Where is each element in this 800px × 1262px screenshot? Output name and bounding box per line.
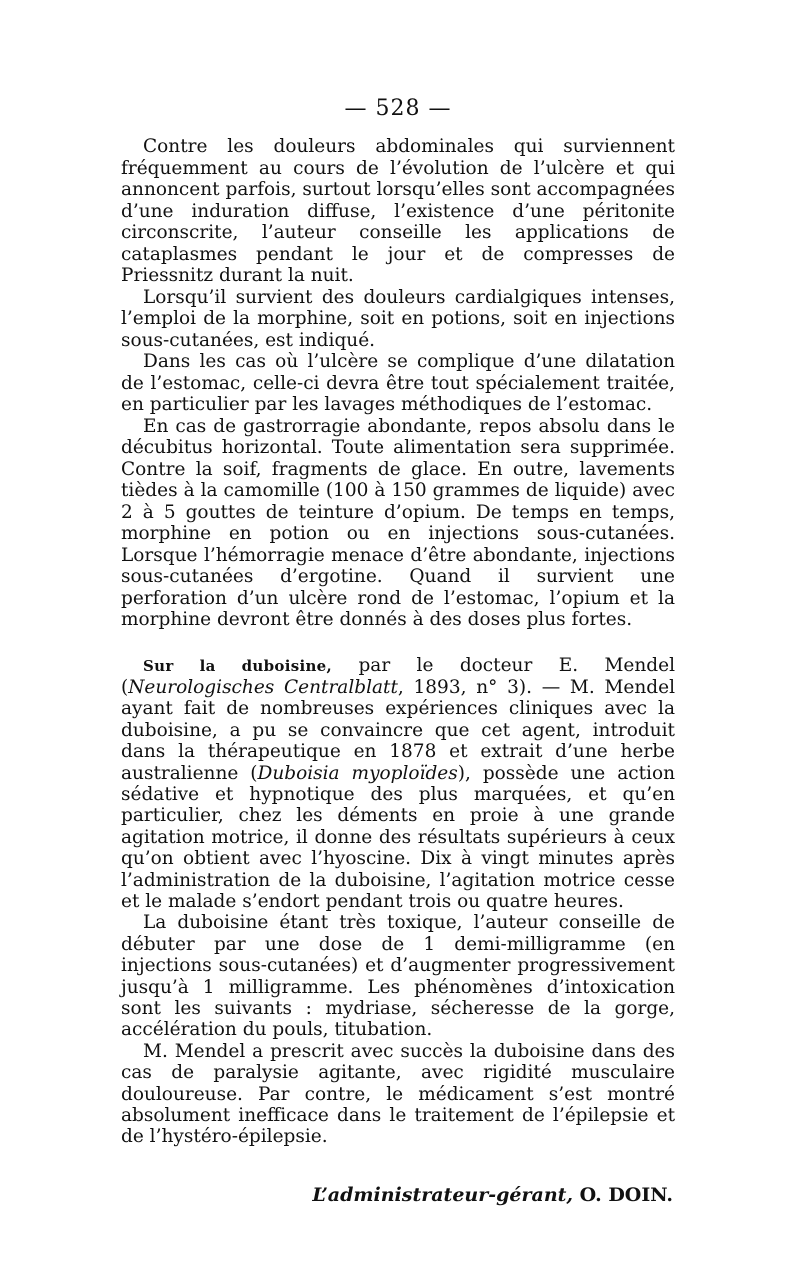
paragraph: En cas de gastrorragie abondante, repos absolu dans le décubitus horizontal. Toute alimentation sera supprimée. Contre la soif, fragments de glace. En outre, lavements tièdes à la camomille (100 à 150 grammes de liquide) avec 2 à 5 gouttes de teinture d’opium. De temps en temps, morphine en potion ou en injections sous-cutanées. Lorsque l’hémorragie menace d’être abondante, injections sous-cutanées d’ergotine. Quand il survient une perforation d’un ulcère rond de l’estomac, l’opium et la morphine devront être donnés à des doses plus fortes. — [121, 415, 675, 630]
article-reference: , 1893, n° 3). — M. Mendel ayant fait de nombreuses expériences cliniques avec la duboisine, a pu se convaincre que cet agent, introduit dans la thérapeutique en 1878 et extrait d’une herbe australienne ( — [121, 676, 675, 784]
species-name: Duboisia myoploïdes — [257, 762, 458, 784]
article-body: ), possède une action sédative et hypnotique des plus marquées, et qu’en particulier, chez les déments en proie à une grande agitation motrice, il donne des résultats supérieurs à ceux qu’on obtient avec l’hyoscine. Dix à vingt minutes après l’administration de la duboisine, l’agitation motrice cesse et le malade s’endort pendant trois ou quatre heures. — [121, 762, 676, 912]
section-gap — [121, 631, 675, 655]
article-byline: par le docteur E. Mendel ( — [121, 654, 675, 698]
paragraph: Contre les douleurs abdominales qui surviennent fréquemment au cours de l’évolution de l’ulcère et qui annoncent parfois, surtout lorsqu’elles sont accompagnées d’une induration diffuse, l’existence d’une péritonite circonscrite, l’auteur conseille les applications de cataplasmes pendant le jour et de compresses de Priessnitz durant la nuit. — [121, 136, 675, 286]
section-ulcer-treatment — [121, 136, 675, 631]
paragraph: La duboisine étant très toxique, l’auteur conseille de débuter par une dose de 1 demi-milligramme (en injections sous-cutanées) et d’augmenter progressivement jusqu’à 1 milligramme. Les phénomènes d’intoxication sont les suivants : mydriase, sécheresse de la gorge, accélération du pouls, titubation. — [121, 912, 675, 1041]
paragraph: M. Mendel a prescrit avec succès la duboisine dans des cas de paralysie agitante, avec rigidité musculaire douloureuse. Par contre, le médicament s’est montré absolument inefficace dans le traitement de l’épilepsie et de l’hystéro-épilepsie. — [121, 1040, 675, 1148]
paragraph: Lorsqu’il survient des douleurs cardialgiques intenses, l’emploi de la morphine, soit en potions, soit en injections sous-cutanées, est indiqué. — [121, 286, 675, 351]
page — [121, 96, 675, 1206]
signature-name: O. DOIN. — [573, 1183, 673, 1206]
journal-name: Neurologisches Centralblatt — [128, 676, 398, 698]
article-lead-paragraph — [121, 655, 675, 913]
page-number: — 528 — — [344, 96, 452, 121]
article-duboisine — [121, 655, 675, 1148]
paragraph: Dans les cas où l’ulcère se complique d’une dilatation de l’estomac, celle-ci devra être tout spécialement traitée, en particulier par les lavages méthodiques de l’estomac. — [121, 351, 675, 415]
signature — [121, 1184, 675, 1206]
signature-role: L’administrateur-gérant, — [312, 1183, 574, 1206]
article-title: Sur la duboisine, — [143, 656, 333, 675]
